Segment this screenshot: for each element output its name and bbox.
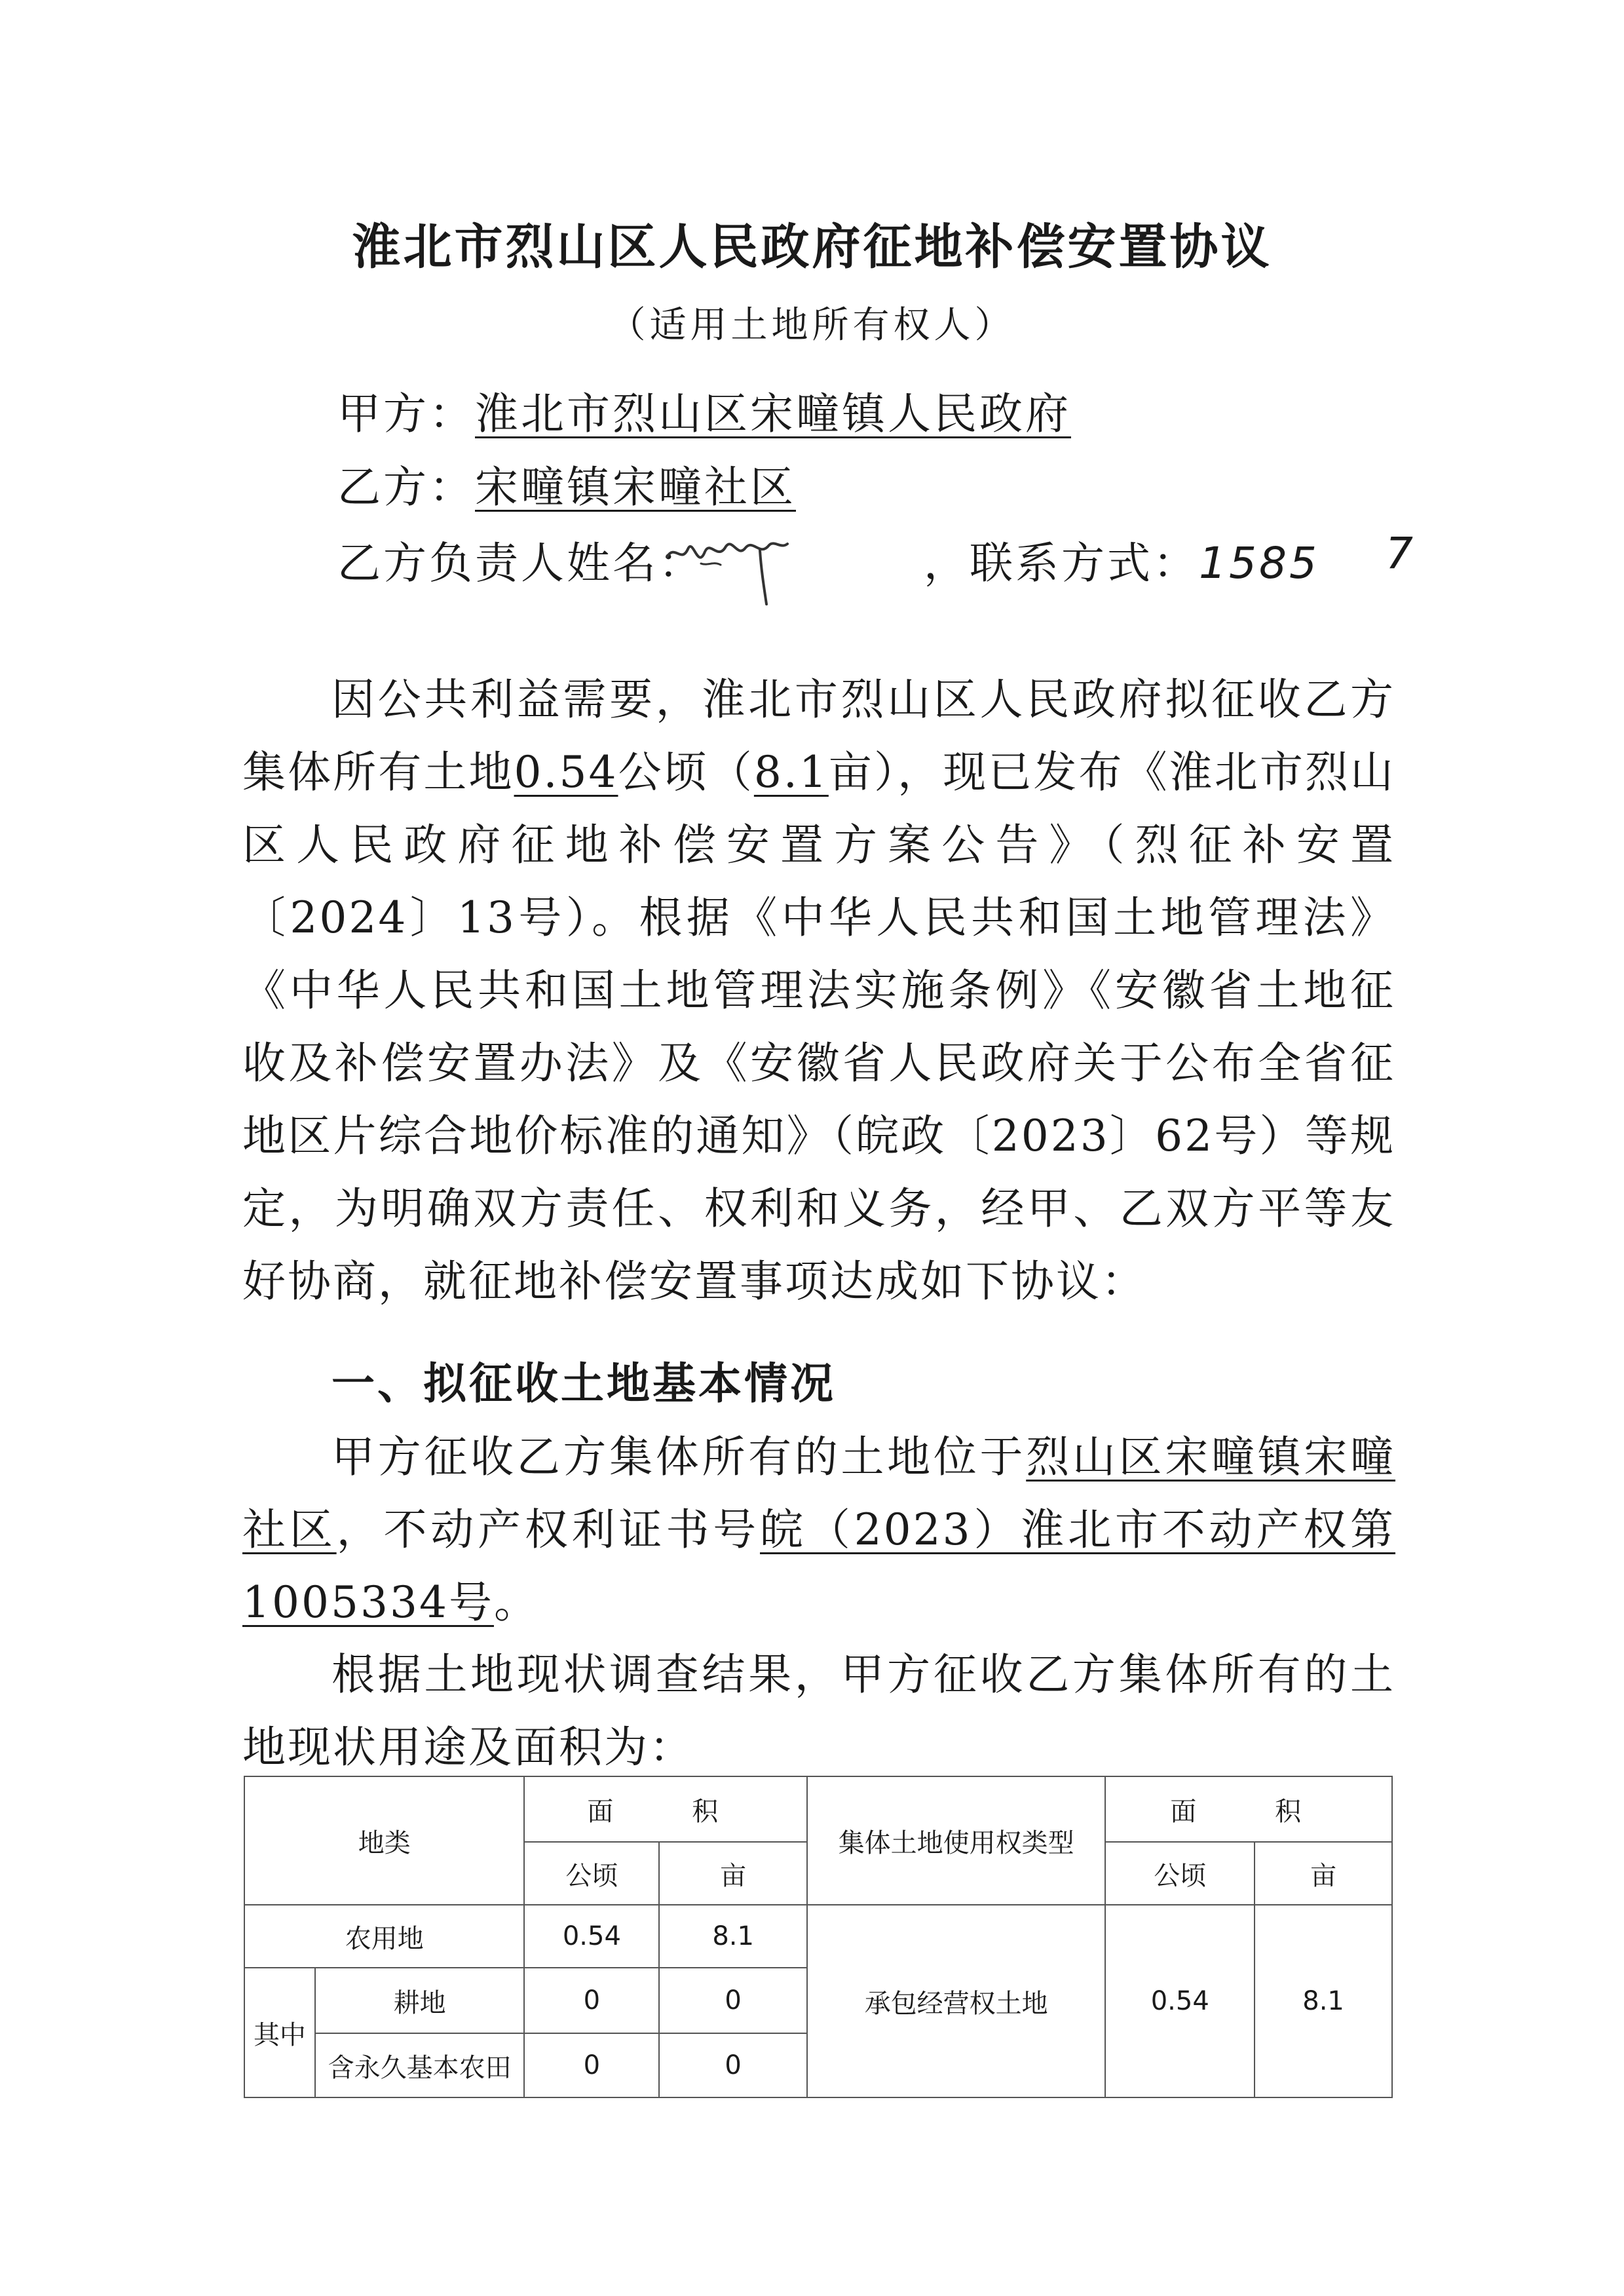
row-agri-mu: 8.1 (659, 1905, 807, 1968)
area-mu-inline: 8.1 (753, 747, 829, 797)
document-title: 淮北市烈山区人民政府征地补偿安置协议 (352, 219, 1272, 275)
section1-paragraph-2: 根据土地现状调查结果，甲方征收乙方集体所有的土地现状用途及面积为： (242, 1649, 1395, 1772)
row-arable-mu: 0 (659, 1968, 807, 2033)
land-location: 烈山区宋疃镇宋疃社区 (242, 1432, 1396, 1555)
use-right-hectare: 0.54 (1105, 1905, 1255, 2097)
area-hectare-inline: 0.54 (514, 747, 618, 797)
row-basic-farmland-hectare: 0 (524, 2033, 659, 2097)
document-subtitle: （适用土地所有权人） (609, 304, 1015, 347)
section1-heading: 一、拟征收土地基本情况 (331, 1358, 836, 1409)
header-area-2: 面 积 (1105, 1776, 1392, 1842)
row-arable-hectare: 0 (524, 1968, 659, 2033)
row-arable-label: 耕地 (315, 1968, 525, 2033)
header-hectare-2: 公顷 (1105, 1842, 1255, 1905)
contact-value: 1585 (1199, 538, 1319, 588)
row-basic-farmland-label: 含永久基本农田 (315, 2033, 525, 2097)
use-right-value: 承包经营权土地 (807, 1905, 1105, 2097)
certificate-number: 皖（2023）淮北市不动产权第1005334号 (242, 1504, 1396, 1628)
handwritten-signature (662, 518, 793, 609)
header-hectare: 公顷 (524, 1842, 659, 1905)
party-b-rep-label: 乙方负责人姓名： (337, 538, 704, 588)
contact-line (924, 528, 1319, 590)
section1-paragraph-1: 甲方征收乙方集体所有的土地位于烈山区宋疃镇宋疃社区，不动产权利证书号皖（2023）淮北市不动产权第1005334号。 (242, 1432, 1396, 1628)
intro-paragraph: 因公共利益需要，淮北市烈山区人民政府拟征收乙方集体所有土地0.54公顷（8.1亩），现已发布《淮北市烈山区人民政府征地补偿安置方案公告》（烈征补安置〔2024〕13号）。根据《中华人民共和国土地管理法》《中华人民共和国土地管理法实施条例》《安徽省土地征收及补偿安置办法》及《安徽省人民政府关于公布全省征地区片综合地价标准的通知》（皖政〔2023〕62号）等规定，为明确双方责任、权利和义务，经甲、乙双方平等友好协商，就征地补偿安置事项达成如下协议： (242, 674, 1396, 1307)
header-mu: 亩 (659, 1842, 807, 1905)
of-which-label: 其中 (244, 1968, 315, 2097)
contact-label: ，联系方式： (924, 538, 1199, 588)
header-area: 面 积 (524, 1776, 807, 1842)
party-b-line (337, 452, 796, 514)
header-use-right-type: 集体土地使用权类型 (807, 1776, 1105, 1905)
party-a-label: 甲方： (337, 389, 475, 439)
party-b-rep-line (337, 528, 704, 590)
land-area-table (244, 1776, 1393, 2098)
use-right-mu: 8.1 (1255, 1905, 1392, 2097)
party-a-line (337, 379, 1071, 441)
header-land-type: 地类 (244, 1776, 524, 1905)
row-agri-hectare: 0.54 (524, 1905, 659, 1968)
header-mu-2: 亩 (1255, 1842, 1392, 1905)
row-agri-label: 农用地 (244, 1905, 524, 1968)
party-b-label: 乙方： (337, 462, 475, 512)
row-basic-farmland-mu: 0 (659, 2033, 807, 2097)
party-b-value: 宋疃镇宋疃社区 (475, 462, 796, 512)
party-a-value: 淮北市烈山区宋疃镇人民政府 (475, 389, 1071, 439)
contact-value-tail: 7 (1386, 528, 1413, 579)
